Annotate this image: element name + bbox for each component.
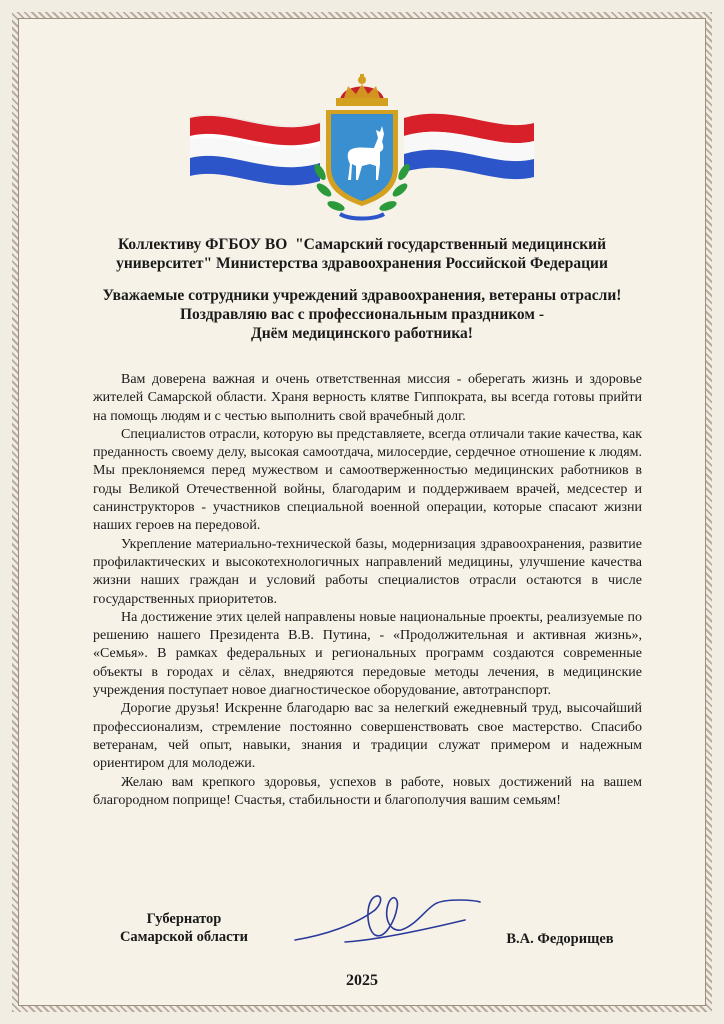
paragraph: Укрепление материально-технической базы, модернизация здравоохранения, развитие профилактических и высокотехнологичных направлений медицины, улучшение качества жизни наших граждан и условий работы специалистов отрасли остаются в числе государственных приоритетов. bbox=[93, 536, 642, 607]
paragraph: Желаю вам крепкого здоровья, успехов в работе, новых достижений на вашем благородном поприще! Счастья, стабильности и благополучия вашим семьям! bbox=[93, 774, 642, 808]
samara-coat-of-arms-with-flag bbox=[190, 72, 534, 222]
crown-icon bbox=[336, 74, 388, 106]
paragraph: Вам доверена важная и очень ответственная миссия - оберегать жизнь и здоровье жителей Самарской области. Храня верность клятве Гиппократа, вы всегда готовы прийти на помощь людям и с честью выполнить свой врачебный долг. bbox=[93, 372, 642, 424]
greeting-line-3: Днём медицинского работника! bbox=[251, 325, 473, 342]
signatory-title-line-2: Самарской области bbox=[119, 929, 249, 945]
flag-right bbox=[404, 114, 534, 179]
signatory-title-line-1: Губернатор bbox=[146, 911, 222, 927]
signatory-name: В.А. Федорищев bbox=[506, 931, 614, 947]
addressee-line-2: университет" Министерства здравоохранения Российской Федерации bbox=[116, 255, 608, 272]
paragraph: Специалистов отрасли, которую вы представляете, всегда отличали такие качества, как преданность своему делу, высокая самоотдача, милосердие, сердечное отношение к людям. Мы преклоняемся перед мужеством и самоотверженностью медицинских работников в годы Великой Отечественной войны, благодарим и поддерживаем врачей, медсестер и санинструкторов - участников специальной военной операции, которые спасают жизни наших героев на передовой. bbox=[93, 426, 642, 534]
addressee-line-1: Коллективу ФГБОУ ВО "Самарский государственный медицинский bbox=[117, 236, 607, 253]
greeting-heading bbox=[40, 286, 684, 343]
letter-body bbox=[93, 371, 642, 810]
shield-icon bbox=[326, 110, 398, 206]
paragraph: Дорогие друзья! Искренне благодарю вас за нелегкий ежедневный труд, высочайший профессионализм, стремление постоянно совершенствовать свое мастерство. Спасибо ветеранам, чей опыт, навыки, знания и традиции служат примером и надежным ориентиром для молодежи. bbox=[93, 701, 642, 772]
paragraph: На достижение этих целей направлены новые национальные проекты, реализуемые по решению нашего Президента В.В. Путина, - «Продолжительная и активная жизнь», «Семья». В рамках федеральных и региональных программ создаются современные объекты в городах и сёлах, внедряются передовые методы лечения, в медицинские учреждения поступает новое диагностическое оборудование, автотранспорт. bbox=[93, 609, 642, 699]
greeting-line-2: Поздравляю вас с профессиональным праздником - bbox=[179, 306, 544, 323]
year: 2025 bbox=[346, 972, 378, 989]
signatory-title bbox=[104, 910, 264, 946]
greeting-line-1: Уважаемые сотрудники учреждений здравоохранения, ветераны отрасли! bbox=[102, 287, 622, 304]
handwritten-signature bbox=[285, 880, 485, 960]
flag-left bbox=[190, 115, 320, 185]
addressee-heading bbox=[40, 235, 684, 273]
